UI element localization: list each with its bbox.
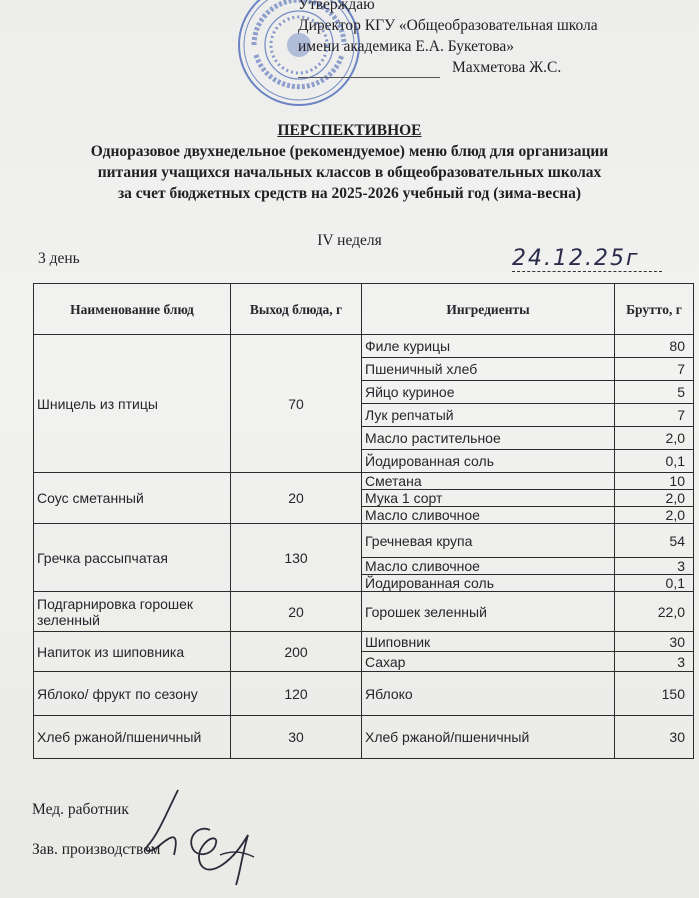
title-line-1: Одноразовое двухнедельное (рекомендуемое) меню блюд для организации (90, 143, 609, 160)
header-gross: Брутто, г (615, 284, 694, 335)
day-label: 3 день (38, 250, 80, 267)
header-ingredients: Ингредиенты (362, 284, 615, 335)
table-row (34, 335, 694, 358)
ingredient-gross: 0,1 (615, 575, 694, 592)
menu-table-body (34, 335, 694, 759)
ingredient-gross: 22,0 (615, 592, 694, 632)
ingredient-name: Сахар (362, 652, 615, 672)
table-row (34, 632, 694, 652)
document-heading: ПЕРСПЕКТИВНОЕ (277, 122, 422, 139)
table-header-row (34, 284, 694, 335)
dish-output: 30 (231, 716, 362, 759)
ingredient-gross: 54 (615, 524, 694, 558)
dish-output: 20 (231, 473, 362, 524)
table-row (34, 716, 694, 759)
ingredient-gross: 3 (615, 652, 694, 672)
ingredient-gross: 3 (615, 558, 694, 575)
ingredient-name: Яблоко (362, 672, 615, 716)
ingredient-gross: 7 (615, 358, 694, 381)
ingredient-name: Сметана (362, 473, 615, 490)
signature-line (298, 63, 440, 78)
ingredient-gross: 150 (615, 672, 694, 716)
approval-position: Директор КГУ «Общеобразовательная школа (298, 17, 598, 34)
approval-block (298, 0, 688, 78)
ingredient-name: Шиповник (362, 632, 615, 652)
ingredient-gross: 5 (615, 381, 694, 404)
medical-worker-label: Мед. работник (32, 801, 129, 818)
dish-name: Яблоко/ фрукт по сезону (34, 672, 231, 716)
handwritten-date: 24.12.25г (512, 246, 662, 272)
ingredient-name: Масло растительное (362, 427, 615, 450)
handwritten-signatures (130, 785, 290, 895)
ingredient-name: Лук репчатый (362, 404, 615, 427)
ingredient-gross: 7 (615, 404, 694, 427)
title-line-2: питания учащихся начальных классов в общеобразовательных школах (97, 164, 602, 181)
ingredient-name: Масло сливочное (362, 507, 615, 524)
dish-output: 200 (231, 632, 362, 672)
ingredient-gross: 80 (615, 335, 694, 358)
ingredient-name: Яйцо куриное (362, 381, 615, 404)
table-row (34, 473, 694, 490)
ingredient-gross: 2,0 (615, 490, 694, 507)
ingredient-name: Хлеб ржаной/пшеничный (362, 716, 615, 759)
ingredient-name: Пшеничный хлеб (362, 358, 615, 381)
dish-name: Гречка рассыпчатая (34, 524, 231, 592)
dish-output: 70 (231, 335, 362, 473)
dish-name: Шницель из птицы (34, 335, 231, 473)
dish-name: Хлеб ржаной/пшеничный (34, 716, 231, 759)
approval-title: Утверждаю (298, 0, 375, 13)
table-row (34, 592, 694, 632)
ingredient-name: Масло сливочное (362, 558, 615, 575)
ingredient-gross: 2,0 (615, 507, 694, 524)
ingredient-gross: 10 (615, 473, 694, 490)
dish-name: Соус сметанный (34, 473, 231, 524)
title-line-3: за счет бюджетных средств на 2025-2026 учебный год (зима-весна) (117, 185, 582, 202)
ingredient-name: Гречневая крупа (362, 524, 615, 558)
dish-name: Напиток из шиповника (34, 632, 231, 672)
ingredient-name: Йодированная соль (362, 575, 615, 592)
ingredient-gross: 30 (615, 716, 694, 759)
production-head-label: Зав. производством (32, 841, 161, 858)
ingredient-gross: 2,0 (615, 427, 694, 450)
ingredient-name: Йодированная соль (362, 450, 615, 473)
approval-director-line (298, 57, 688, 78)
ingredient-name: Горошек зеленный (362, 592, 615, 632)
header-dish: Наименование блюд (34, 284, 231, 335)
week-label: IV неделя (317, 232, 382, 249)
dish-name: Подгарнировка горошек зеленный (34, 592, 231, 632)
ingredient-gross: 30 (615, 632, 694, 652)
table-row (34, 524, 694, 558)
dish-output: 130 (231, 524, 362, 592)
header-output: Выход блюда, г (231, 284, 362, 335)
ingredient-gross: 0,1 (615, 450, 694, 473)
menu-table (33, 283, 694, 759)
table-row (34, 672, 694, 716)
dish-output: 120 (231, 672, 362, 716)
approval-school: имени академика Е.А. Букетова» (298, 38, 515, 55)
director-name: Махметова Ж.С. (452, 59, 562, 76)
ingredient-name: Мука 1 сорт (362, 490, 615, 507)
dish-output: 20 (231, 592, 362, 632)
ingredient-name: Филе курицы (362, 335, 615, 358)
